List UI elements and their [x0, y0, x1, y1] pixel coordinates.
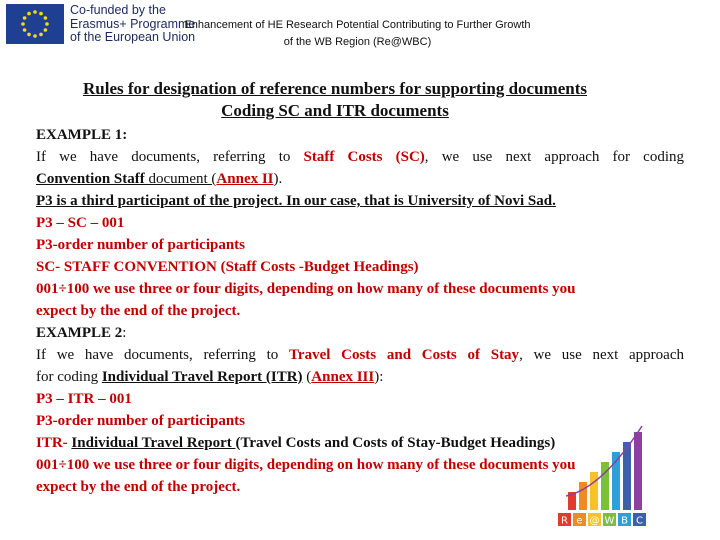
example1-heading: EXAMPLE 1: — [36, 127, 128, 143]
example2-order: P3-order number of participants — [36, 413, 246, 429]
star-icon — [27, 33, 31, 37]
star-icon — [23, 28, 27, 32]
document-text: ( — [302, 369, 312, 385]
example1-digits-line1: 001÷100 we use three or four digits, depending on how many of these documents you — [36, 281, 576, 297]
example2-digits-line1: 001÷100 we use three or four digits, depending on how many of these documents you — [36, 457, 576, 473]
example2-heading — [36, 322, 684, 344]
rewbc-logo — [552, 418, 652, 528]
example1-code: P3 – SC – 001 — [36, 215, 125, 231]
star-icon — [44, 16, 48, 20]
example1-document — [36, 168, 684, 190]
star-icon — [44, 28, 48, 32]
star-icon — [39, 33, 43, 37]
example1-order: P3-order number of participants — [36, 237, 246, 253]
document-text: document ( — [148, 171, 217, 187]
star-icon — [33, 10, 37, 14]
intro-text: If we have documents, referring to — [36, 149, 304, 165]
logo-letter: B — [621, 515, 628, 527]
project-header — [180, 17, 535, 51]
annex-ii-label: Annex II — [216, 171, 274, 187]
logo-letter: @ — [589, 515, 600, 527]
staff-costs-label: Staff Costs (SC) — [303, 149, 425, 165]
header-line1: Enhancement of HE Research Potential Contributing to Further Growth — [184, 19, 531, 31]
title-line1: Rules for designation of reference numbers for supporting documents — [82, 79, 587, 98]
star-icon — [39, 12, 43, 16]
page-title — [0, 78, 670, 122]
document-text: for coding — [36, 369, 102, 385]
example2-intro — [36, 344, 684, 366]
example2-digits-line2: expect by the end of the project. — [36, 479, 241, 495]
logo-bar — [634, 432, 642, 510]
example1-sc-def: SC- STAFF CONVENTION (Staff Costs -Budget Headings) — [36, 259, 419, 275]
eu-text-line2: Erasmus+ Programme — [70, 16, 196, 31]
intro-text: , we use next approach — [519, 347, 684, 363]
star-icon — [45, 22, 49, 26]
eu-cofunded-text — [70, 4, 195, 45]
erasmus-logo — [6, 4, 195, 45]
heading-colon: : — [122, 325, 127, 341]
example2-heading-text: EXAMPLE 2 — [36, 325, 123, 341]
example1-intro — [36, 146, 684, 168]
header-line2: of the WB Region (Re@WBC) — [283, 36, 432, 48]
star-icon — [21, 22, 25, 26]
logo-letter: W — [604, 515, 615, 527]
convention-staff-label: Convention Staff — [36, 171, 149, 187]
logo-letter: C — [636, 515, 643, 527]
itr-prefix: ITR- — [36, 435, 72, 451]
eu-text-line1: Co-funded by the — [70, 3, 166, 17]
itr-name: Individual Travel Report — [71, 435, 236, 451]
star-icon — [23, 16, 27, 20]
annex-iii-label: Annex III — [311, 369, 375, 385]
logo-letter: e — [576, 515, 583, 527]
title-line2: Coding SC and ITR documents — [221, 101, 449, 120]
logo-bar — [590, 472, 598, 510]
itr-budget: (Travel Costs and Costs of Stay-Budget Headings) — [235, 435, 556, 451]
intro-text: If we have documents, referring to — [36, 347, 290, 363]
star-icon — [27, 12, 31, 16]
document-text: ): — [374, 369, 384, 385]
example1-p3-note: P3 is a third participant of the project. In our case, that is University of Novi Sad. — [36, 193, 556, 209]
star-icon — [33, 34, 37, 38]
document-text: ). — [273, 171, 283, 187]
eu-flag-icon — [6, 4, 64, 44]
eu-text-line3: of the European Union — [70, 30, 196, 44]
example2-code: P3 – ITR – 001 — [36, 391, 132, 407]
itr-label: Individual Travel Report (ITR) — [101, 369, 303, 385]
travel-costs-label: Travel Costs and Costs of Stay — [289, 347, 520, 363]
logo-bar — [579, 482, 587, 510]
example1-digits-line2: expect by the end of the project. — [36, 303, 241, 319]
intro-text: , we use next approach for coding — [424, 149, 684, 165]
example2-document — [36, 366, 684, 388]
logo-letter: R — [561, 515, 568, 527]
